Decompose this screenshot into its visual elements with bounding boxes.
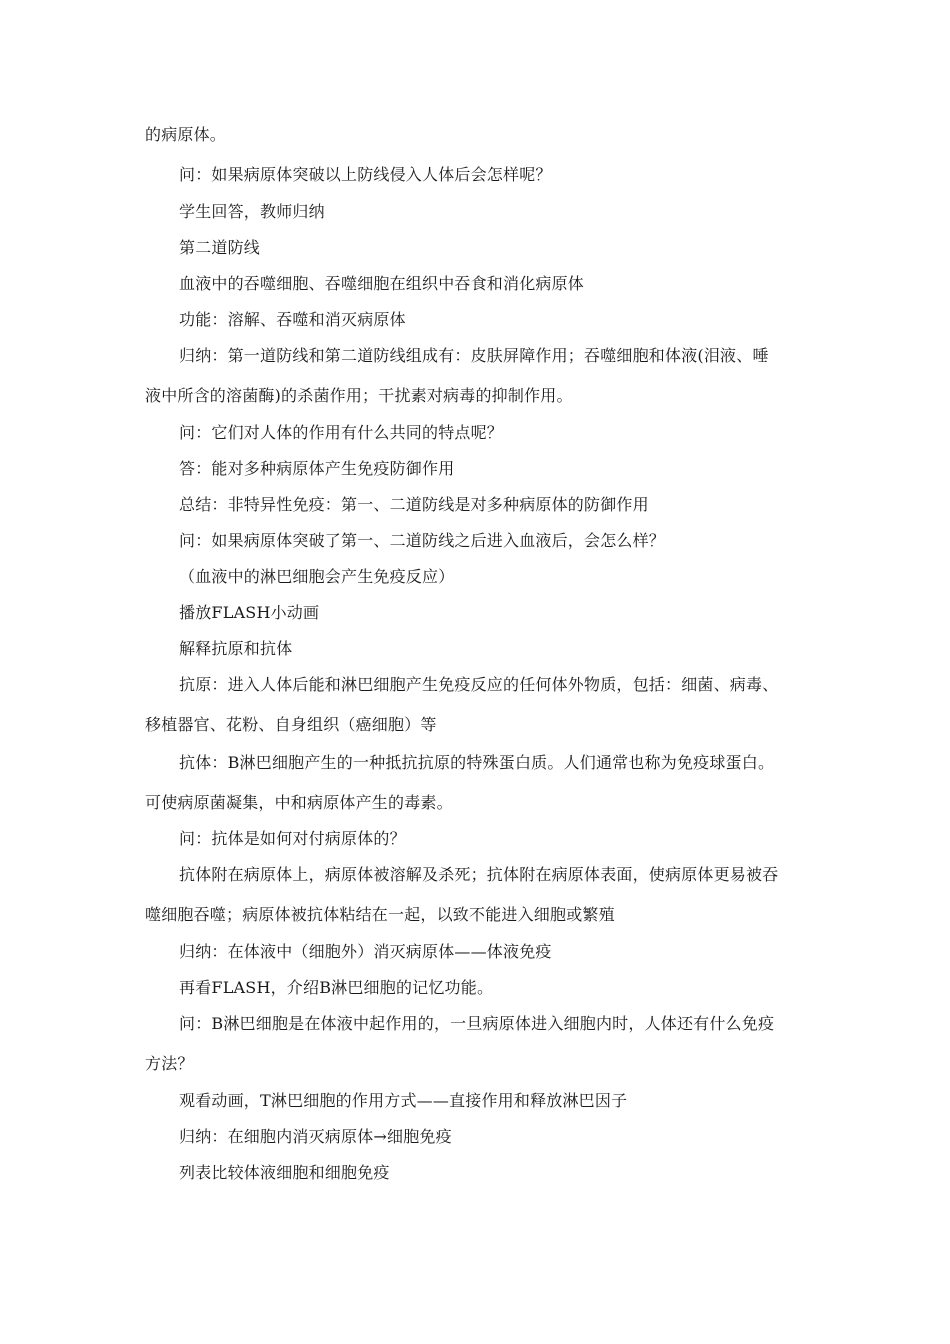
paragraph-line: 可使病原菌凝集，中和病原体产生的毒素。 <box>145 793 453 812</box>
paragraph-line: 问：B淋巴细胞是在体液中起作用的，一旦病原体进入细胞内时，人体还有什么免疫 <box>179 1014 775 1033</box>
paragraph-line: 移植器官、花粉、自身组织（癌细胞）等 <box>145 715 437 734</box>
section-heading: 第二道防线 <box>179 238 261 257</box>
paragraph-line: （血液中的淋巴细胞会产生免疫反应） <box>179 567 455 586</box>
paragraph-line: 问：如果病原体突破了第一、二道防线之后进入血液后，会怎么样？ <box>179 531 666 550</box>
paragraph-line: 总结：非特异性免疫：第一、二道防线是对多种病原体的防御作用 <box>179 495 649 514</box>
paragraph-line: 问：抗体是如何对付病原体的？ <box>179 829 406 848</box>
paragraph-line: 血液中的吞噬细胞、吞噬细胞在组织中吞食和消化病原体 <box>179 274 585 293</box>
paragraph-line: 噬细胞吞噬；病原体被抗体粘结在一起，以致不能进入细胞或繁殖 <box>145 905 615 924</box>
paragraph-line: 列表比较体液细胞和细胞免疫 <box>179 1163 390 1182</box>
paragraph-line: 归纳：在体液中（细胞外）消灭病原体——体液免疫 <box>179 942 552 961</box>
paragraph-line: 问：它们对人体的作用有什么共同的特点呢？ <box>179 423 504 442</box>
paragraph-line: 归纳：第一道防线和第二道防线组成有：皮肤屏障作用；吞噬细胞和体液(泪液、唾 <box>179 346 769 365</box>
paragraph-line: 解释抗原和抗体 <box>179 639 293 658</box>
paragraph-line: 播放FLASH小动画 <box>179 603 320 622</box>
paragraph-line: 观看动画，T淋巴细胞的作用方式——直接作用和释放淋巴因子 <box>179 1091 628 1110</box>
paragraph-line: 功能：溶解、吞噬和消灭病原体 <box>179 310 406 329</box>
paragraph-line: 抗体：B淋巴细胞产生的一种抵抗抗原的特殊蛋白质。人们通常也称为免疫球蛋白。 <box>179 753 775 772</box>
paragraph-line: 抗体附在病原体上，病原体被溶解及杀死；抗体附在病原体表面，使病原体更易被吞 <box>179 865 779 884</box>
paragraph-line: 抗原：进入人体后能和淋巴细胞产生免疫反应的任何体外物质，包括：细菌、病毒、 <box>179 675 779 694</box>
paragraph-line: 的病原体。 <box>145 125 227 144</box>
paragraph-line: 方法？ <box>145 1054 194 1073</box>
paragraph-line: 学生回答，教师归纳 <box>179 202 325 221</box>
paragraph-line: 问：如果病原体突破以上防线侵入人体后会怎样呢？ <box>179 165 552 184</box>
paragraph-line: 归纳：在细胞内消灭病原体→细胞免疫 <box>179 1127 452 1146</box>
paragraph-line: 再看FLASH，介绍B淋巴细胞的记忆功能。 <box>179 978 494 997</box>
paragraph-line: 答：能对多种病原体产生免疫防御作用 <box>179 459 455 478</box>
paragraph-line: 液中所含的溶菌酶)的杀菌作用；干扰素对病毒的抑制作用。 <box>145 386 573 405</box>
